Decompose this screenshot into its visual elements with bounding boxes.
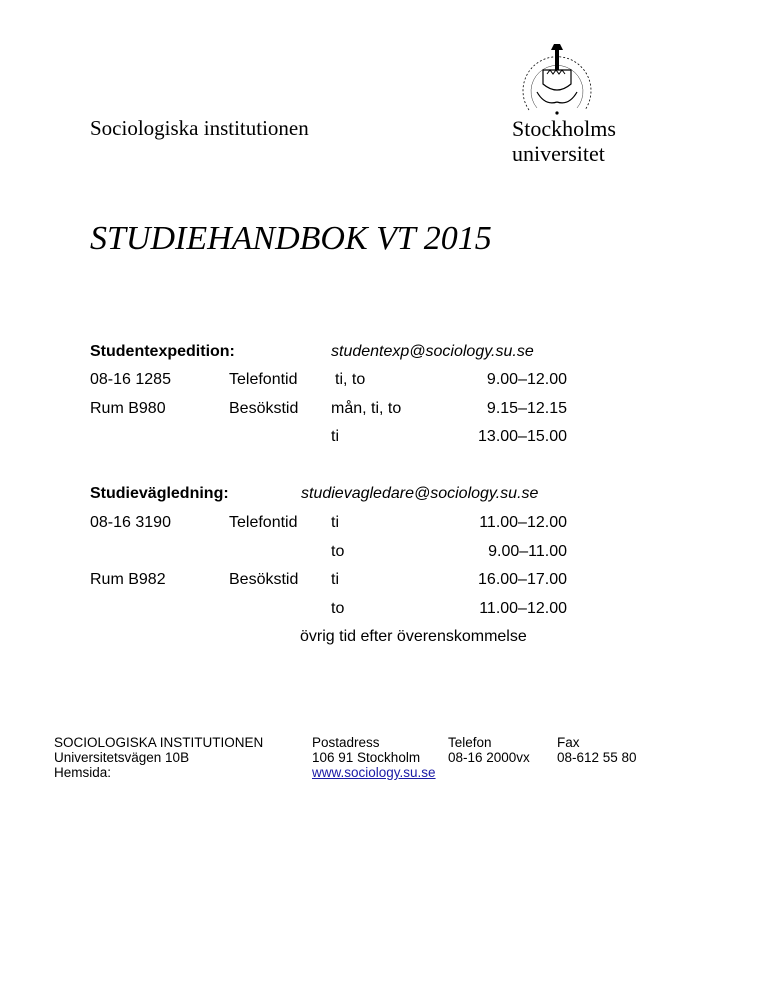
footer-fax-label: Fax bbox=[557, 735, 580, 750]
guidance-phone: 08-16 3190 bbox=[90, 514, 171, 531]
university-name-line2: universitet bbox=[512, 141, 605, 166]
guidance-heading: Studievägledning: bbox=[90, 485, 229, 502]
footer-phone-label: Telefon bbox=[448, 735, 492, 750]
student-office-visit-time: 9.15–12.15 bbox=[486, 400, 567, 417]
student-office-visit-days-2: ti bbox=[331, 428, 339, 445]
document-title: STUDIEHANDBOK VT 2015 bbox=[90, 220, 492, 257]
guidance-note: övrig tid efter överenskommelse bbox=[300, 628, 527, 645]
student-office-phone: 08-16 1285 bbox=[90, 371, 171, 388]
guidance-visit-time-1: 16.00–17.00 bbox=[478, 571, 567, 588]
footer-website-label: Hemsida: bbox=[54, 765, 112, 780]
footer-website-link[interactable]: www.sociology.su.se bbox=[312, 765, 436, 780]
guidance-visit-label: Besökstid bbox=[229, 571, 299, 588]
footer-org-name: SOCIOLOGISKA INSTITUTIONEN bbox=[54, 735, 264, 750]
guidance-room: Rum B982 bbox=[90, 571, 166, 588]
guidance-phone-label: Telefontid bbox=[229, 514, 298, 531]
student-office-visit-time-2: 13.00–15.00 bbox=[478, 428, 567, 445]
guidance-phone-days-2: to bbox=[331, 543, 345, 560]
student-office-heading: Studentexpedition: bbox=[90, 343, 235, 360]
footer-fax-block bbox=[557, 735, 637, 765]
student-office-phone-label: Telefontid bbox=[229, 371, 298, 388]
guidance-visit-days-2: to bbox=[331, 600, 345, 617]
guidance-phone-time-2: 9.00–11.00 bbox=[488, 543, 567, 560]
student-office-visit-days: mån, ti, to bbox=[331, 400, 402, 417]
footer-postal-value: 106 91 Stockholm bbox=[312, 750, 421, 765]
footer-phone-block bbox=[448, 735, 530, 765]
university-name-line1: Stockholms bbox=[512, 116, 616, 141]
student-office-phone-days: ti, to bbox=[335, 371, 366, 388]
footer-street: Universitetsvägen 10B bbox=[54, 750, 190, 765]
guidance-visit-time-2: 11.00–12.00 bbox=[479, 600, 567, 617]
footer-postal-label: Postadress bbox=[312, 735, 380, 750]
footer-org-block bbox=[54, 735, 263, 780]
guidance-email[interactable]: studievagledare@sociology.su.se bbox=[301, 485, 539, 502]
student-office-email[interactable]: studentexp@sociology.su.se bbox=[331, 343, 534, 360]
student-office-visit-label: Besökstid bbox=[229, 400, 299, 417]
guidance-visit-days-1: ti bbox=[331, 571, 339, 588]
university-name bbox=[512, 116, 616, 166]
student-office-phone-time: 9.00–12.00 bbox=[486, 371, 567, 388]
footer-phone-value: 08-16 2000vx bbox=[448, 750, 530, 765]
guidance-phone-days-1: ti bbox=[331, 514, 339, 531]
guidance-phone-time-1: 11.00–12.00 bbox=[479, 514, 567, 531]
student-office-room: Rum B980 bbox=[90, 400, 166, 417]
footer-postal-block bbox=[312, 735, 436, 780]
university-seal-logo bbox=[507, 40, 607, 120]
footer-fax-value: 08-612 55 80 bbox=[557, 750, 637, 765]
department-name: Sociologiska institutionen bbox=[90, 116, 309, 140]
